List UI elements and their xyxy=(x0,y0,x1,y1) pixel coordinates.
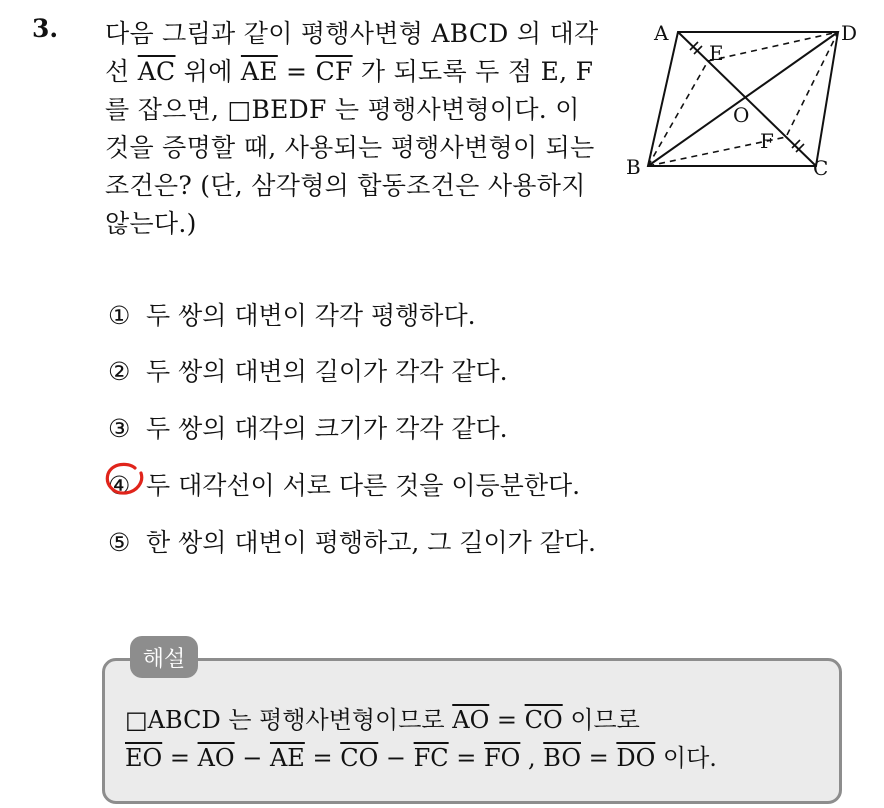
choice-4-mark: ④ xyxy=(108,471,131,500)
s2f: = xyxy=(304,744,341,772)
label-c: C xyxy=(813,156,829,180)
choice-4[interactable] xyxy=(108,466,580,502)
segment-ao-2: $\overline{AO}$ xyxy=(197,744,235,772)
choice-2-mark: ② xyxy=(108,357,131,386)
s1a: □ABCD 는 평행사변형이므로 xyxy=(125,706,453,734)
s2d: − xyxy=(234,744,270,772)
label-f: F xyxy=(760,129,774,153)
segment-eo: $\overline{EO}$ xyxy=(125,744,163,772)
choice-1-mark: ① xyxy=(108,301,131,330)
question-number: 3. xyxy=(32,14,59,43)
segment-ac: $\overline{AC}$ xyxy=(137,57,176,86)
solution-line-1 xyxy=(125,700,640,735)
choice-5-text: 한 쌍의 대변이 평행하고, 그 길이가 같다. xyxy=(146,528,596,557)
s1c: = xyxy=(489,706,525,734)
s2b: = xyxy=(162,744,198,772)
choice-1-text: 두 쌍의 대변이 각각 평행하다. xyxy=(146,301,476,330)
segment-cf: $\overline{CF}$ xyxy=(315,57,353,86)
diagonal-bd xyxy=(648,32,838,166)
q2g: 가 되도록 두 점 E, F xyxy=(352,57,594,86)
segment-ao: $\overline{AO}$ xyxy=(452,706,490,734)
solution-tag: 해설 xyxy=(130,636,198,678)
s2j: = xyxy=(448,744,485,772)
solution-line-2 xyxy=(125,738,717,773)
segment-bo: $\overline{BO}$ xyxy=(543,744,581,772)
label-d: D xyxy=(841,21,858,45)
label-a: A xyxy=(654,21,669,45)
choice-3-text: 두 쌍의 대각의 크기가 각각 같다. xyxy=(146,414,508,443)
segment-ae-2: $\overline{AE}$ xyxy=(269,744,305,772)
segment-do: $\overline{DO}$ xyxy=(616,744,656,772)
segment-co: $\overline{CO}$ xyxy=(524,706,563,734)
question-line-5: 조건은? (단, 삼각형의 합동조건은 사용하지 xyxy=(105,171,586,200)
choice-3-mark: ③ xyxy=(108,414,131,443)
segment-fo: $\overline{FO}$ xyxy=(484,744,521,772)
parallelogram-figure xyxy=(622,18,872,188)
label-b: B xyxy=(626,155,641,179)
choice-4-text: 두 대각선이 서로 다른 것을 이등분한다. xyxy=(146,471,581,500)
choice-2-text: 두 쌍의 대변의 길이가 각각 같다. xyxy=(146,357,508,386)
choice-1[interactable] xyxy=(108,296,476,332)
choice-5-mark: ⑤ xyxy=(108,528,131,557)
choice-5[interactable] xyxy=(108,523,596,559)
choice-2[interactable] xyxy=(108,352,508,388)
s2l: , xyxy=(520,744,544,772)
question-line-1: 다음 그림과 같이 평행사변형 ABCD 의 대각 xyxy=(105,19,599,48)
q2a: 선 xyxy=(105,57,138,86)
label-e: E xyxy=(709,41,724,65)
q2e: = xyxy=(277,57,316,86)
question-line-6: 않는다.) xyxy=(105,209,197,238)
question-line-4: 것을 증명할 때, 사용되는 평행사변형이 되는 xyxy=(105,133,595,162)
q2c: 위에 xyxy=(175,57,241,86)
s1e: 이므로 xyxy=(562,706,640,734)
question-line-2 xyxy=(105,52,593,88)
question-line-3: 를 잡으면, □BEDF 는 평행사변형이다. 이 xyxy=(105,95,580,124)
s2n: = xyxy=(581,744,617,772)
segment-fc: $\overline{FC}$ xyxy=(413,744,449,772)
segment-ae: $\overline{AE}$ xyxy=(240,57,278,86)
answer-circle-icon xyxy=(104,461,146,497)
s2h: − xyxy=(378,744,414,772)
choice-3[interactable] xyxy=(108,409,508,445)
label-o: O xyxy=(733,103,750,127)
segment-co-2: $\overline{CO}$ xyxy=(340,744,379,772)
s2p: 이다. xyxy=(655,744,717,772)
